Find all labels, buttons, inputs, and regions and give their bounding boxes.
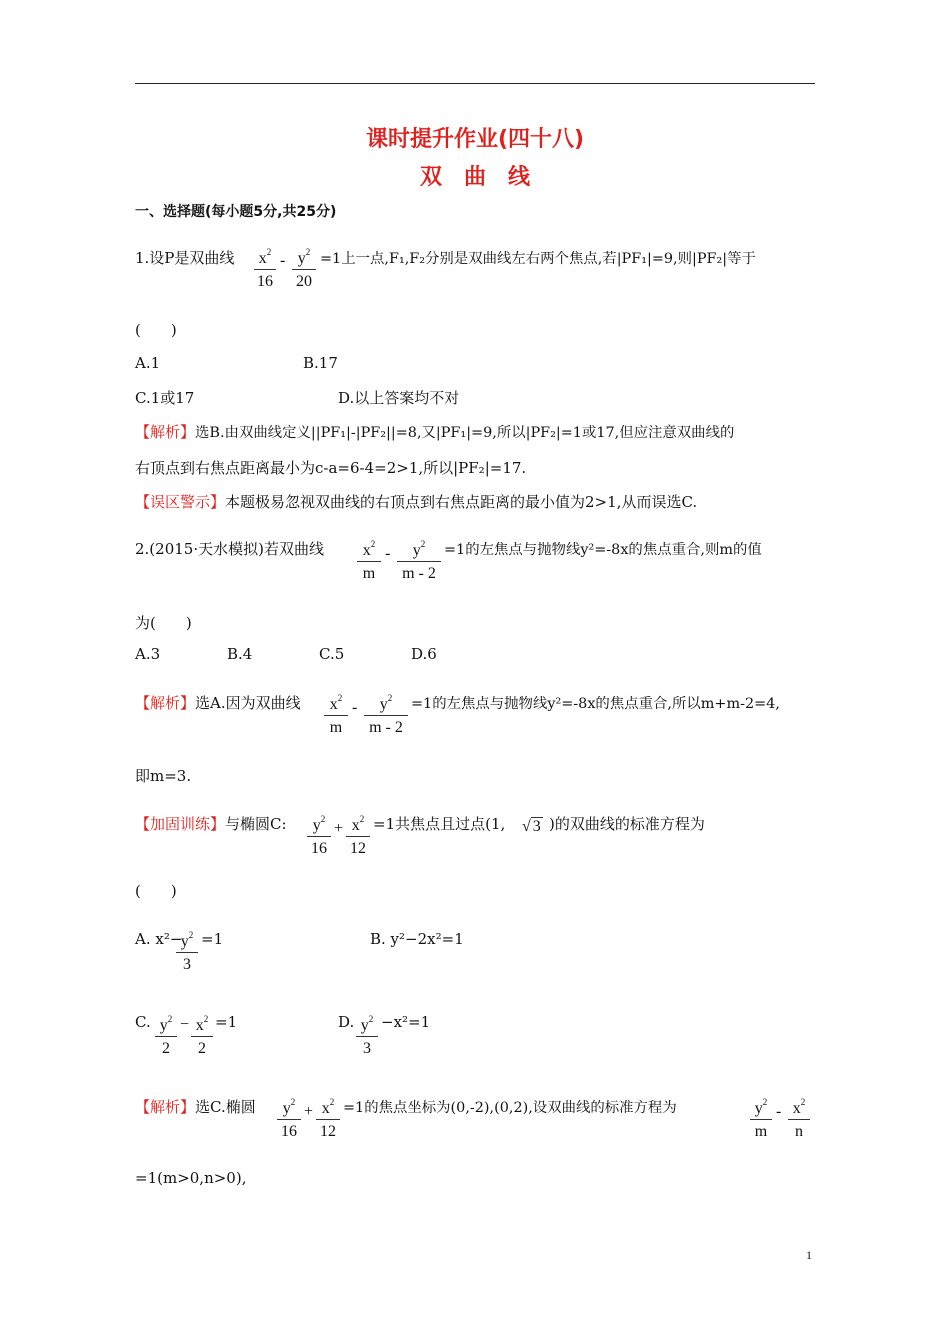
q1-minus: - bbox=[280, 252, 286, 269]
q1-analysis-line1: 【解析】选B.由双曲线定义||PF₁|-|PF₂||=8,又|PF₁|=9,所以|PF₂|=1或17,但应注意双曲线的 bbox=[135, 423, 735, 441]
q3-option-b: B. y²−2x²=1 bbox=[370, 930, 464, 948]
q2-option-b: B.4 bbox=[227, 645, 253, 663]
q3-option-c-post: =1 bbox=[215, 1013, 238, 1031]
q1-fraction-2: $\frac{y^2}{20}$ bbox=[292, 242, 316, 294]
page-number: 1 bbox=[806, 1248, 812, 1262]
q3-analysis-fraction-3: $\frac{y^2}{m}$ bbox=[750, 1092, 772, 1144]
analysis-tag: 【解析】 bbox=[135, 1098, 196, 1116]
q3-analysis-fraction-2: $\frac{x^2}{12}$ bbox=[316, 1092, 340, 1144]
q2-analysis-minus: - bbox=[352, 699, 358, 716]
q1-prefix: 1.设P是双曲线 bbox=[135, 249, 235, 267]
q2-fraction-2: $\frac{y^2}{m - 2}$ bbox=[397, 534, 441, 586]
q2-prefix: 2.(2015·天水模拟)若双曲线 bbox=[135, 540, 324, 558]
q3-analysis-mid: =1的焦点坐标为(0,-2),(0,2),设双曲线的标准方程为 bbox=[343, 1100, 677, 1116]
q1-option-b: B.17 bbox=[303, 354, 338, 372]
q1-suffix: =1上一点,F₁,F₂分别是双曲线左右两个焦点,若|PF₁|=9,则|PF₂|等于 bbox=[320, 251, 756, 267]
q3-analysis-end: =1(m>0,n>0), bbox=[135, 1169, 247, 1187]
q3-fraction-2: $\frac{x^2}{12}$ bbox=[346, 809, 370, 861]
q3-prefix: 【加固训练】与椭圆C: bbox=[135, 815, 287, 833]
warning-tag: 【误区警示】 bbox=[135, 493, 226, 511]
q2-analysis-fraction-1: $\frac{x^2}{m}$ bbox=[324, 688, 348, 740]
q3-option-c-fraction-1: $\frac{y^2}{2}$ bbox=[155, 1009, 177, 1061]
q1-answer-paren: ( ) bbox=[135, 321, 177, 339]
q3-analysis-prefix: 【解析】选C.椭圆 bbox=[135, 1098, 256, 1116]
q2-analysis-end: 即m=3. bbox=[135, 767, 192, 785]
q3-option-c-minus: − bbox=[180, 1016, 190, 1033]
q2-option-d: D.6 bbox=[411, 645, 437, 663]
training-tag: 【加固训练】 bbox=[135, 815, 226, 833]
q3-fraction-1: $\frac{y^2}{16}$ bbox=[307, 809, 331, 861]
q3-analysis-fraction-1: $\frac{y^2}{16}$ bbox=[277, 1092, 301, 1144]
analysis-tag: 【解析】 bbox=[135, 423, 196, 441]
q2-option-c: C.5 bbox=[319, 645, 345, 663]
q3-plus: + bbox=[334, 820, 344, 837]
page-title: 课时提升作业(四十八) bbox=[365, 127, 585, 152]
q3-suffix: )的双曲线的标准方程为 bbox=[549, 815, 705, 833]
q1-option-a: A.1 bbox=[135, 354, 161, 372]
sqrt-symbol: √ 3 bbox=[522, 818, 541, 835]
q2-analysis-prefix: 【解析】选A.因为双曲线 bbox=[135, 694, 301, 712]
q3-analysis-minus: - bbox=[776, 1103, 782, 1120]
q2-analysis-suffix: =1的左焦点与抛物线y²=-8x的焦点重合,所以m+m-2=4, bbox=[411, 696, 780, 712]
q1-warning: 【误区警示】本题极易忽视双曲线的右顶点到右焦点距离的最小值为2>1,从而误选C. bbox=[135, 493, 698, 511]
q3-option-c-pre: C. bbox=[135, 1013, 151, 1031]
q1-option-c: C.1或17 bbox=[135, 389, 195, 407]
q1-analysis-line2: 右顶点到右焦点距离最小为c-a=6-4=2>1,所以|PF₂|=17. bbox=[135, 459, 527, 477]
q3-option-d-post: −x²=1 bbox=[381, 1013, 431, 1031]
q3-mid: =1共焦点且过点(1, bbox=[373, 815, 506, 833]
q3-analysis-plus: + bbox=[304, 1103, 314, 1120]
q3-option-d-fraction: $\frac{y^2}{3}$ bbox=[356, 1009, 378, 1061]
q2-suffix: =1的左焦点与抛物线y²=-8x的焦点重合,则m的值 bbox=[444, 542, 762, 558]
q2-minus: - bbox=[385, 545, 391, 562]
analysis-tag: 【解析】 bbox=[135, 694, 196, 712]
q2-analysis-fraction-2: $\frac{y^2}{m - 2}$ bbox=[364, 688, 408, 740]
q3-option-a-pre: A. x²− bbox=[135, 930, 183, 948]
q3-option-a-fraction: $\frac{y^2}{3}$ bbox=[176, 925, 198, 977]
q3-option-a-post: =1 bbox=[201, 930, 224, 948]
q3-answer-paren: ( ) bbox=[135, 882, 177, 900]
page-subtitle: 双 曲 线 bbox=[419, 165, 530, 190]
q1-option-d: D.以上答案均不对 bbox=[338, 389, 460, 407]
q3-option-d-pre: D. bbox=[338, 1013, 355, 1031]
top-rule bbox=[135, 83, 815, 84]
q3-analysis-fraction-4: $\frac{x^2}{n}$ bbox=[788, 1092, 810, 1144]
q2-fraction-1: $\frac{x^2}{m}$ bbox=[357, 534, 381, 586]
q3-option-c-fraction-2: $\frac{x^2}{2}$ bbox=[191, 1009, 213, 1061]
q1-fraction-1: $\frac{x^2}{16}$ bbox=[254, 242, 276, 294]
q2-answer-paren: 为( ) bbox=[135, 614, 192, 632]
q2-option-a: A.3 bbox=[135, 645, 161, 663]
section-heading: 一、选择题(每小题5分,共25分) bbox=[135, 204, 337, 220]
